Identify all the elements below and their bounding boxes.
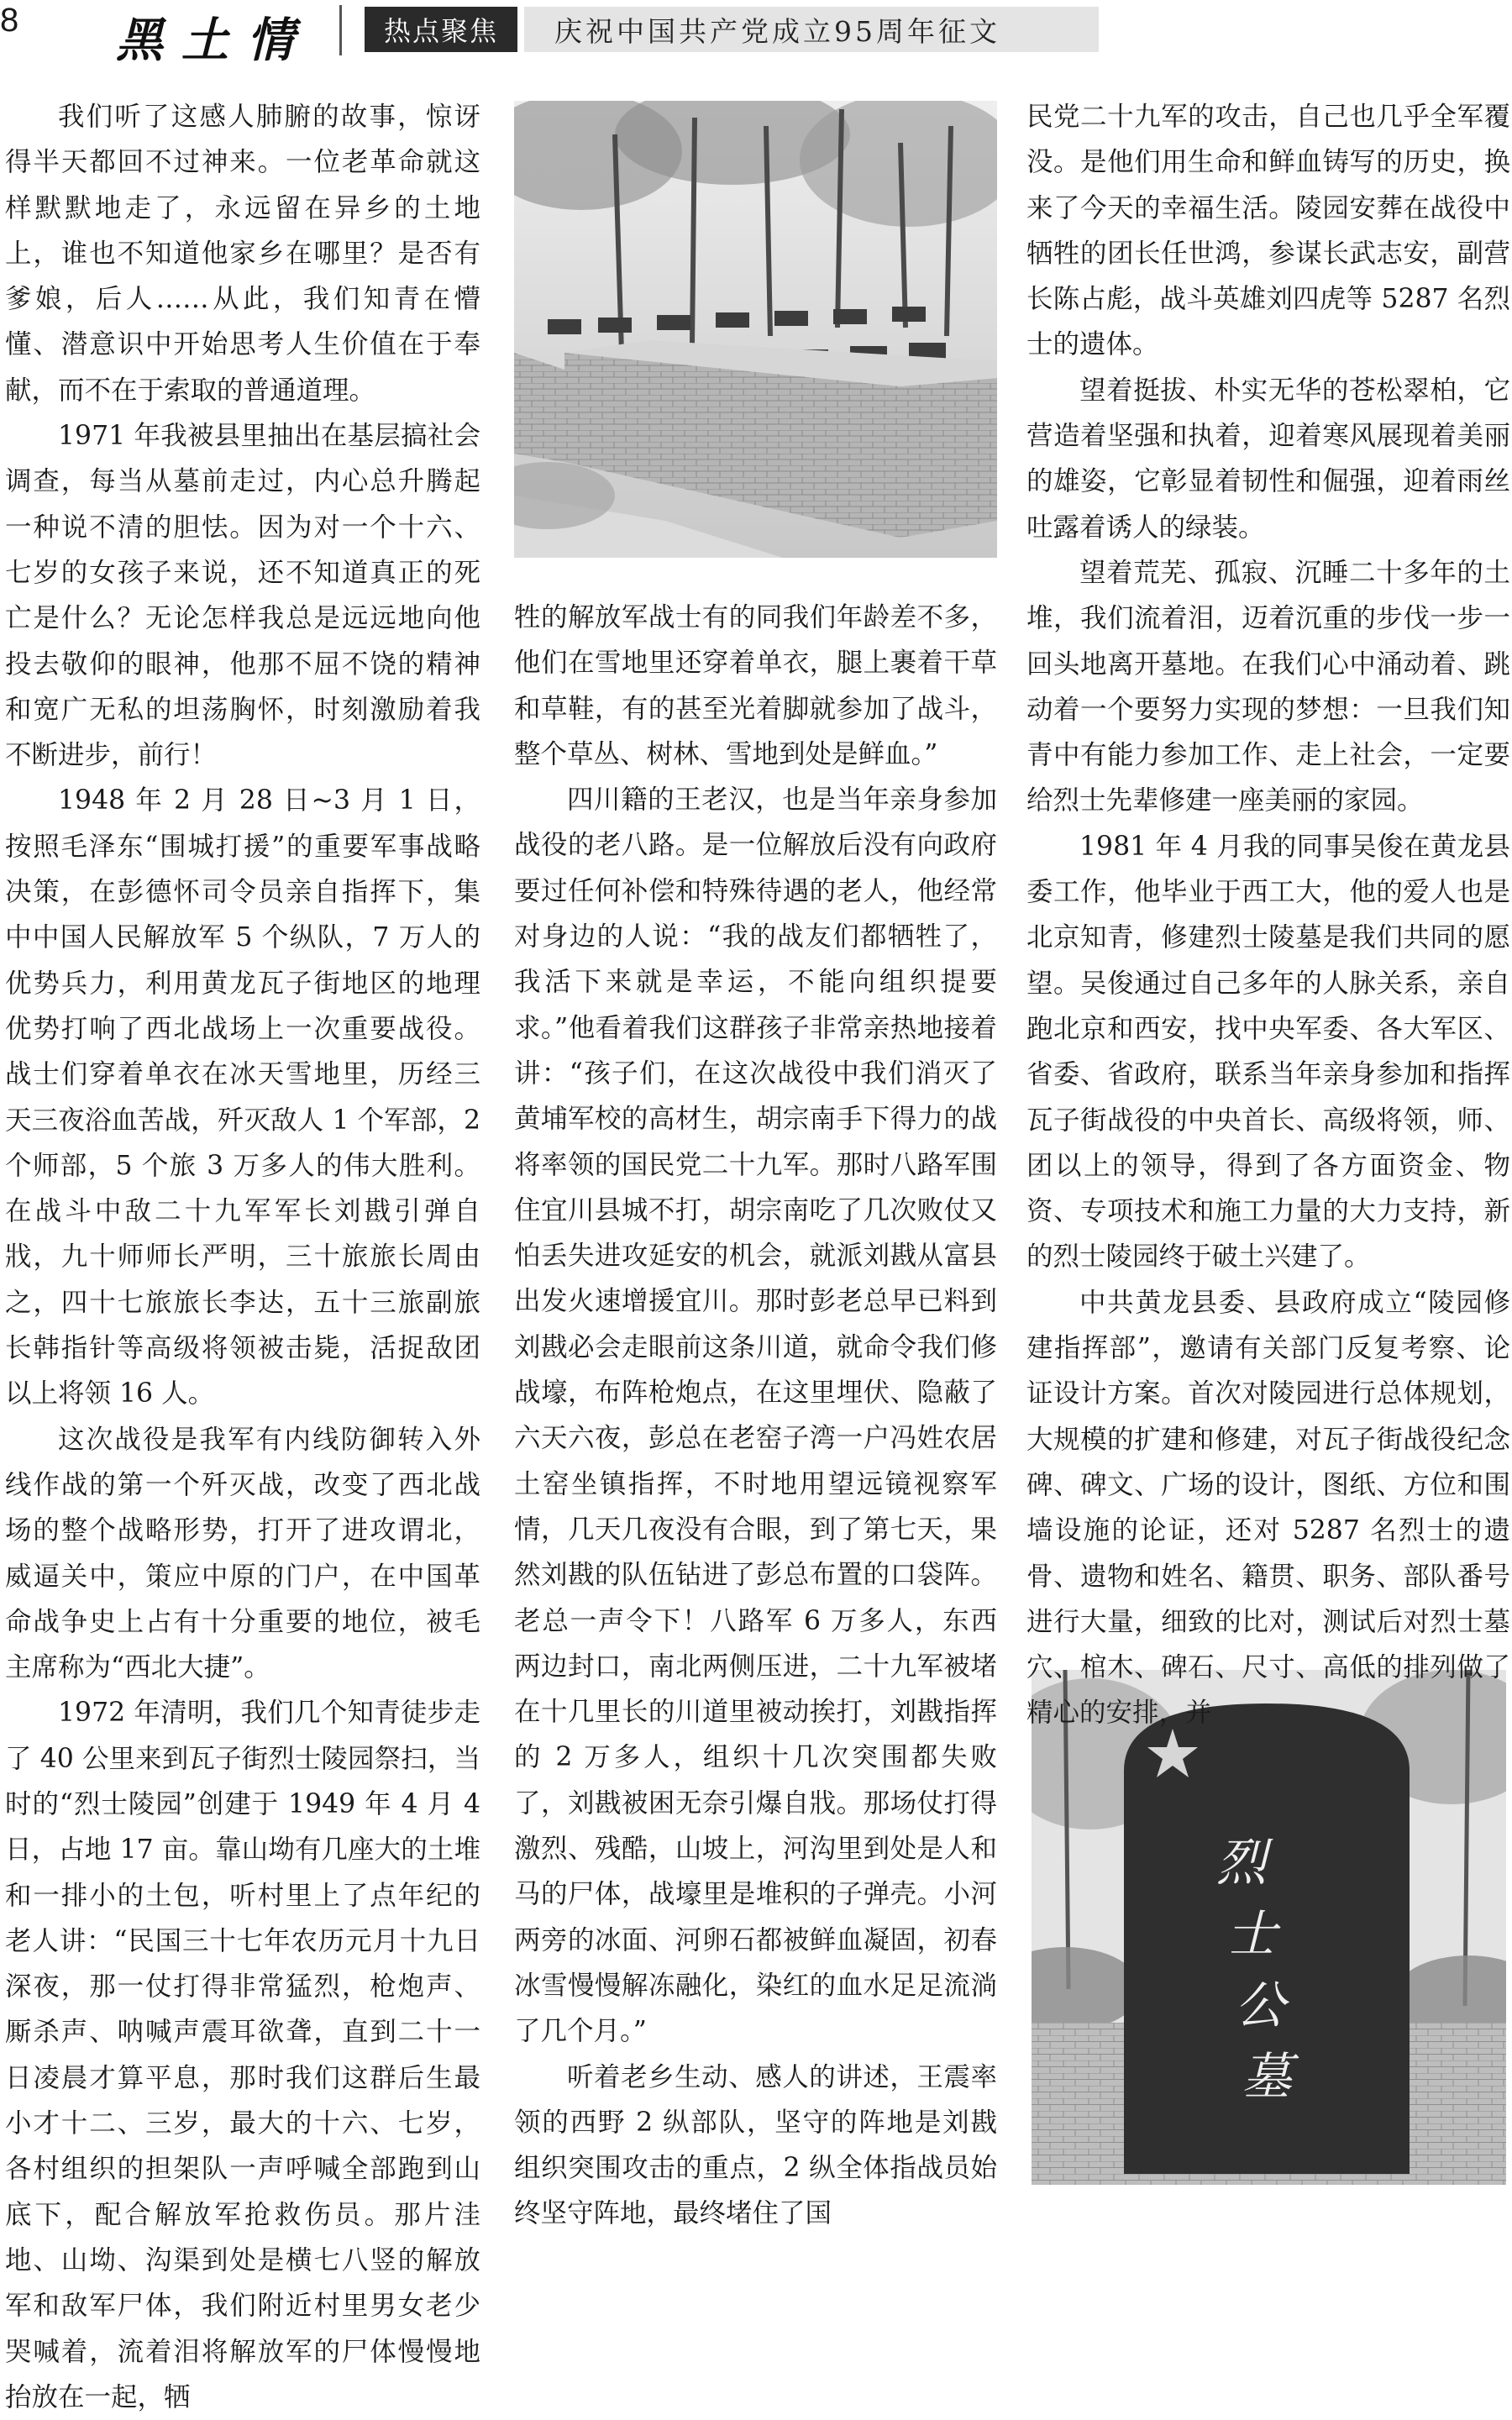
- header-subtitle: 庆祝中国共产党成立95周年征文: [524, 7, 1099, 52]
- masthead-divider: [339, 5, 342, 55]
- page-number: 8: [0, 2, 19, 39]
- article-paragraph: 1972 年清明，我们几个知青徒步走了 40 公里来到瓦子街烈士陵园祭扫，当时的“烈士陵园”创建于 1949 年 4 月 4 日，占地 17 亩。靠山坳有几座大的土堆和一排小的土包，听村里上了点年纪的老人讲：“民国三十七年农历元月十九日深夜，那一仗打得非常猛烈，枪炮声、厮杀声、呐喊声震耳欲聋，直到二十一日凌晨才算平息，那时我们这群后生最小才十二、三岁，最大的十六、七岁，各村组织的担架队一声呼喊全部跑到山底下，配合解放军抢救伤员。那片洼地、山坳、沟渠到处是横七八竖的解放军和敌军尸体，我们附近村里男女老少哭喊着，流着泪将解放军的尸体慢慢地抬放在一起，牺: [5, 1698, 480, 2412]
- article-column-2: [514, 595, 997, 2229]
- article-paragraph: 1981 年 4 月我的同事吴俊在黄龙县委工作，他毕业于西工大，他的爱人也是北京知青，修建烈士陵墓是我们共同的愿望。吴俊通过自己多年的人脉关系，亲自跑北京和西安，找中央军委、各大军区、省委、省政府，联系当年亲身参加和指挥瓦子街战役的中央首长、高级将领，师、团以上的领导，得到了各方面资金、物资、专项技术和施工力量的大力支持，新的烈士陵园终于破土兴建了。: [1026, 831, 1510, 1273]
- article-paragraph: 牲的解放军战士有的同我们年龄差不多，他们在雪地里还穿着单衣，腿上裹着干草和草鞋，有的甚至光着脚就参加了战斗，整个草丛、树林、雪地到处是鲜血。”: [514, 602, 997, 769]
- article-paragraph: 1971 年我被县里抽出在基层搞社会调查，每当从墓前走过，内心总升腾起一种说不清的胆怯。因为对一个十六、七岁的女孩子来说，还不知道真正的死亡是什么？无论怎样我总是远远地向他投去敬仰的眼神，他那不屈不饶的精神和宽广无私的坦荡胸怀，时刻激励着我不断进步，前行！: [5, 421, 480, 771]
- article-column-3: [1026, 94, 1510, 1729]
- article-paragraph: 民党二十九军的攻击，自己也几乎全军覆没。是他们用生命和鲜血铸写的历史，换来了今天的幸福生活。陵园安葬在战役中牺牲的团长任世鸿，参谋长武志安，副营长陈占彪，战斗英雄刘四虎等 5287 名烈士的遗体。: [1026, 102, 1510, 360]
- article-paragraph: 听着老乡生动、感人的讲述，王震率领的西野 2 纵部队，坚守的阵地是刘戡组织突围攻击的重点，2 纵全体指战员始终坚守阵地，最终堵住了国: [514, 2061, 997, 2229]
- tombstone-char-3: 公: [1235, 1976, 1285, 2035]
- article-paragraph: 中共黄龙县委、县政府成立“陵园修建指挥部”，邀请有关部门反复考察、论证设计方案。首次对陵园进行总体规划，大规模的扩建和修建，对瓦子街战役纪念碑、碑文、广场的设计，图纸、方位和围墙设施的论证，还对 5287 名烈士的遗骨、遗物和姓名、籍贯、职务、部队番号进行大量，细致的比对，测试后对烈士墓穴、棺木、碑石、尺寸、高低的排列做了精心的安排，并: [1026, 1287, 1510, 1729]
- article-column-1: [5, 94, 480, 2412]
- section-badge: 热点聚焦: [365, 7, 517, 52]
- tombstone-char-4: 墓: [1242, 2048, 1292, 2107]
- article-paragraph: 这次战役是我军有内线防御转入外线作战的第一个歼灭战，改变了西北战场的整个战略形势，打开了进攻谓北，威逼关中，策应中原的门户，在中国革命战争史上占有十分重要的地位，被毛主席称为“西北大捷”。: [5, 1424, 480, 1683]
- tombstone-photo: [1032, 1670, 1506, 2185]
- cemetery-photo: [514, 101, 997, 558]
- article-paragraph: 望着挺拔、朴实无华的苍松翠柏，它营造着坚强和执着，迎着寒风展现着美丽的雄姿，它彰显着韧性和倔强，迎着雨丝吐露着诱人的绿装。: [1026, 375, 1510, 543]
- article-paragraph: 望着荒芜、孤寂、沉睡二十多年的土堆，我们流着泪，迈着沉重的步伐一步一回头地离开墓地。在我们心中涌动着、跳动着一个要努力实现的梦想：一旦我们知青中有能力参加工作、走上社会，一定要给烈士先辈修建一座美丽的家园。: [1026, 557, 1510, 816]
- tombstone-char-2: 士: [1226, 1905, 1277, 1964]
- article-paragraph: 我们听了这感人肺腑的故事，惊讶得半天都回不过神来。一位老革命就这样默默地走了，永远留在异乡的土地上，谁也不知道他家乡在哪里？是否有爹娘，后人……从此，我们知青在懵懂、潜意识中开始思考人生价值在于奉献，而不在于索取的普通道理。: [5, 102, 480, 406]
- tombstone-char-1: 烈: [1216, 1834, 1267, 1892]
- article-paragraph: 1948 年 2 月 28 日~3 月 1 日，按照毛泽东“围城打援”的重要军事战略决策，在彭德怀司令员亲自指挥下，集中中国人民解放军 5 个纵队，7 万人的优势兵力，利用黄龙瓦子街地区的地理优势打响了西北战场上一次重要战役。战士们穿着单衣在冰天雪地里，历经三天三夜浴血苦战，歼灭敌人 1 个军部，2 个师部，5 个旅 3 万多人的伟大胜利。在战斗中敌二十九军军长刘戡引弹自戕，九十师师长严明，三十旅旅长周由之，四十七旅旅长李达，五十三旅副旅长韩指针等高级将领被击毙，活捉敌团以上将领 16 人。: [5, 785, 480, 1409]
- masthead-logo: 黑土情: [116, 13, 312, 68]
- article-paragraph: 四川籍的王老汉，也是当年亲身参加战役的老八路。是一位解放后没有向政府要过任何补偿和特殊待遇的老人，他经常对身边的人说：“我的战友们都牺牲了，我活下来就是幸运，不能向组织提要求。”他看着我们这群孩子非常亲热地接着讲：“孩子们，在这次战役中我们消灭了黄埔军校的高材生，胡宗南手下得力的战将率领的国民党二十九军。那时八路军围住宜川县城不打，胡宗南吃了几次败仗又怕丢失进攻延安的机会，就派刘戡从富县出发火速增援宜川。那时彭老总早已料到刘戡必会走眼前这条川道，就命令我们修战壕，布阵枪炮点，在这里埋伏、隐蔽了六天六夜，彭总在老窑子湾一户冯姓农居土窑坐镇指挥，不时地用望远镜视察军情，几天几夜没有合眼，到了第七天，果然刘戡的队伍钻进了彭总布置的口袋阵。老总一声令下！八路军 6 万多人，东西两边封口，南北两侧压进，二十九军被堵在十几里长的川道里被动挨打，刘戡指挥的 2 万多人，组织十几次突围都失败了，刘戡被困无奈引爆自戕。那场仗打得激烈、残酷，山坡上，河沟里到处是人和马的尸体，战壕里是堆积的子弹壳。小河两旁的冰面、河卵石都被鲜血凝固，初春冰雪慢慢解冻融化，染红的血水足足流淌了几个月。”: [514, 785, 997, 2047]
